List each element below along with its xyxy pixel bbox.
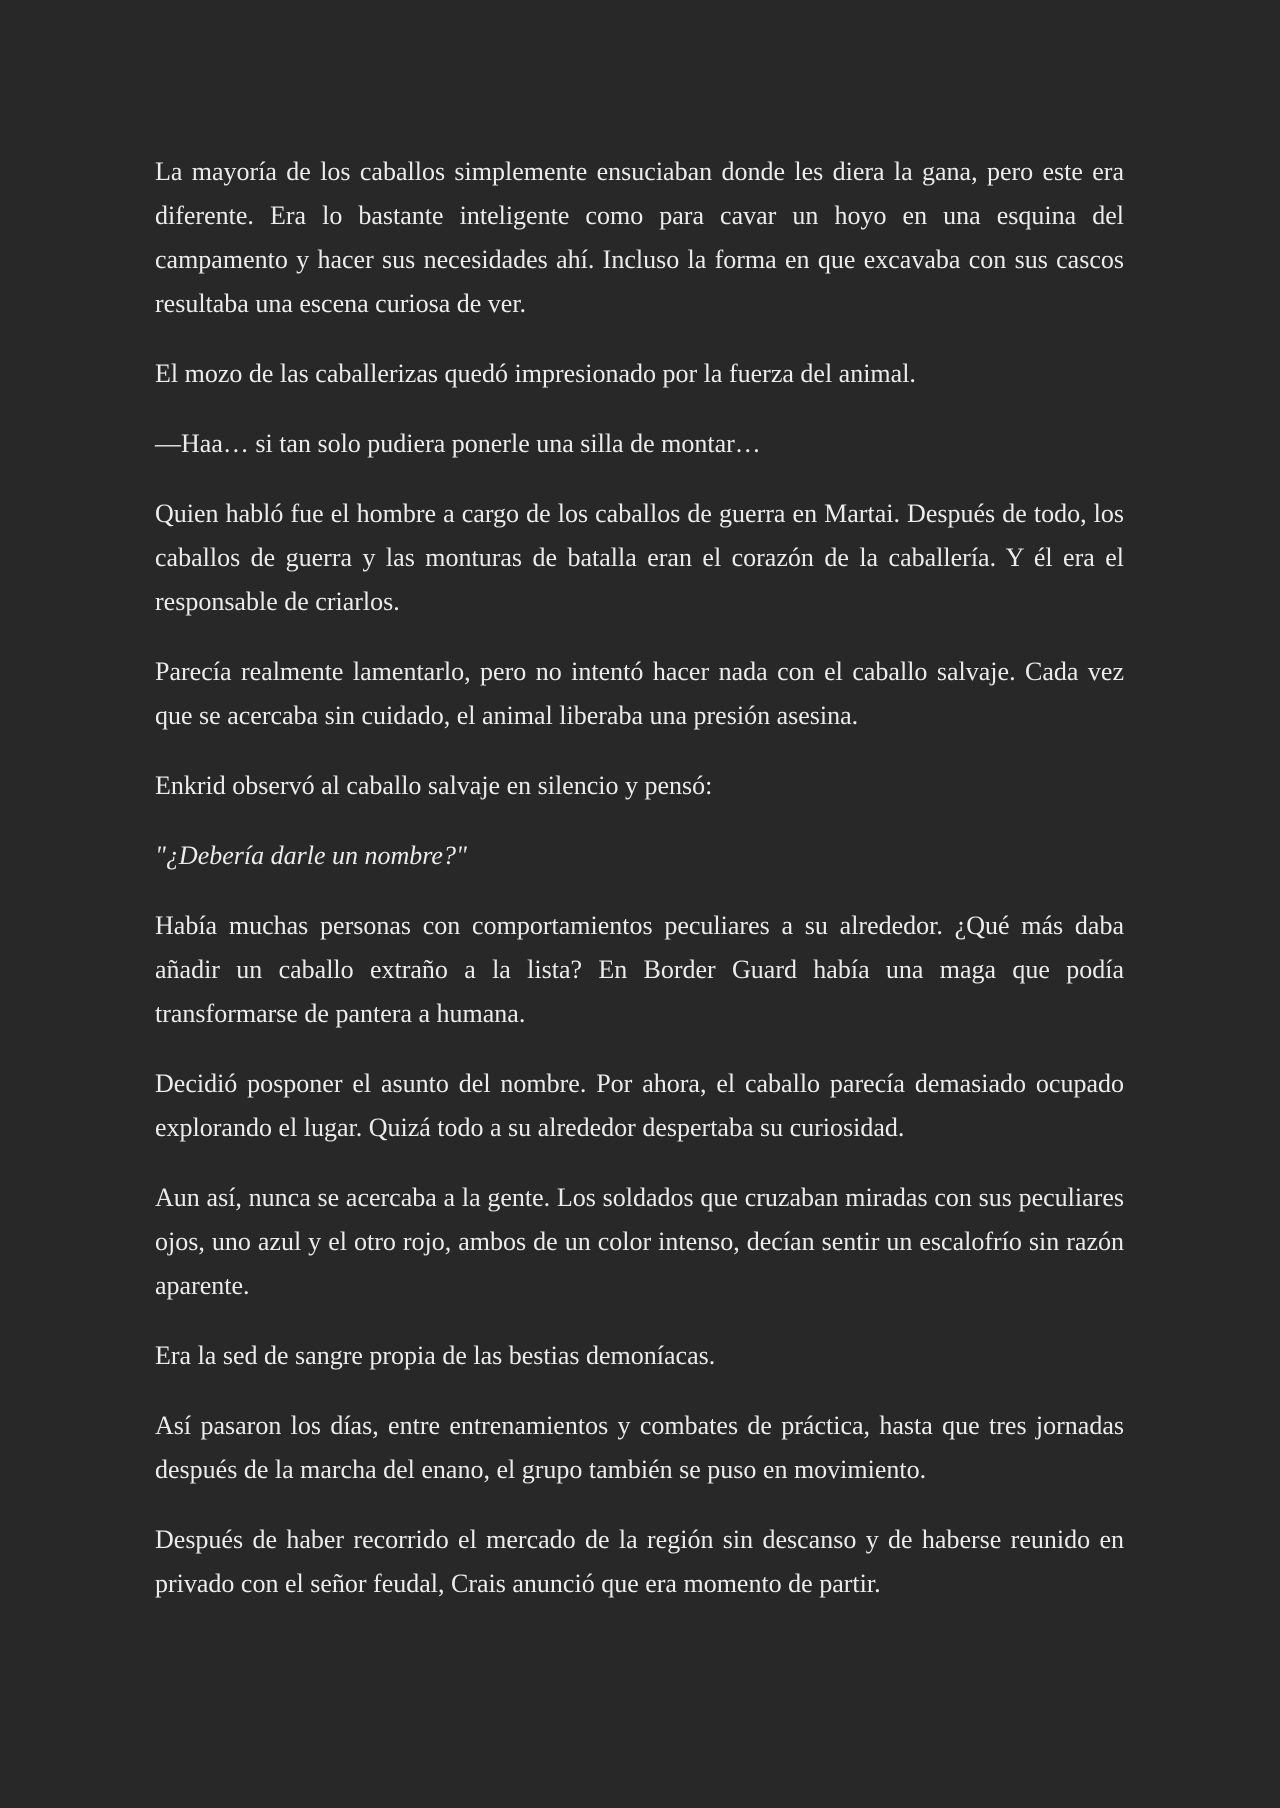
paragraph: La mayoría de los caballos simplemente ensuciaban donde les diera la gana, pero este era diferente. Era lo bastante inteligente como para cavar un hoyo en una esquina del campamento y hacer sus necesidades ahí. Incluso la forma en que excavaba con sus cascos resultaba una escena curiosa de ver.: [155, 157, 1124, 318]
paragraph: Así pasaron los días, entre entrenamientos y combates de práctica, hasta que tres jornadas después de la marcha del enano, el grupo también se puso en movimiento.: [155, 1411, 1124, 1484]
paragraph: Había muchas personas con comportamientos peculiares a su alrededor. ¿Qué más daba añadir un caballo extraño a la lista? En Border Guard había una maga que podía transformarse de pantera a humana.: [155, 911, 1124, 1028]
paragraph: Quien habló fue el hombre a cargo de los caballos de guerra en Martai. Después de todo, los caballos de guerra y las monturas de batalla eran el corazón de la caballería. Y él era el responsable de criarlos.: [155, 499, 1124, 616]
paragraph: —Haa… si tan solo pudiera ponerle una silla de montar…: [155, 429, 761, 458]
paragraph: El mozo de las caballerizas quedó impresionado por la fuerza del animal.: [155, 359, 916, 388]
paragraph: Aun así, nunca se acercaba a la gente. Los soldados que cruzaban miradas con sus peculiares ojos, uno azul y el otro rojo, ambos de un color intenso, decían sentir un escalofrío sin razón aparente.: [155, 1183, 1124, 1300]
paragraph-thought: "¿Debería darle un nombre?": [155, 841, 467, 870]
chapter-text: [155, 150, 1124, 1632]
paragraph: Decidió posponer el asunto del nombre. Por ahora, el caballo parecía demasiado ocupado explorando el lugar. Quizá todo a su alrededor despertaba su curiosidad.: [155, 1069, 1124, 1142]
paragraph: Después de haber recorrido el mercado de la región sin descanso y de haberse reunido en privado con el señor feudal, Crais anunció que era momento de partir.: [155, 1525, 1124, 1598]
paragraph: Era la sed de sangre propia de las bestias demoníacas.: [155, 1341, 716, 1370]
paragraph: Parecía realmente lamentarlo, pero no intentó hacer nada con el caballo salvaje. Cada vez que se acercaba sin cuidado, el animal liberaba una presión asesina.: [155, 657, 1124, 730]
paragraph: Enkrid observó al caballo salvaje en silencio y pensó:: [155, 771, 713, 800]
